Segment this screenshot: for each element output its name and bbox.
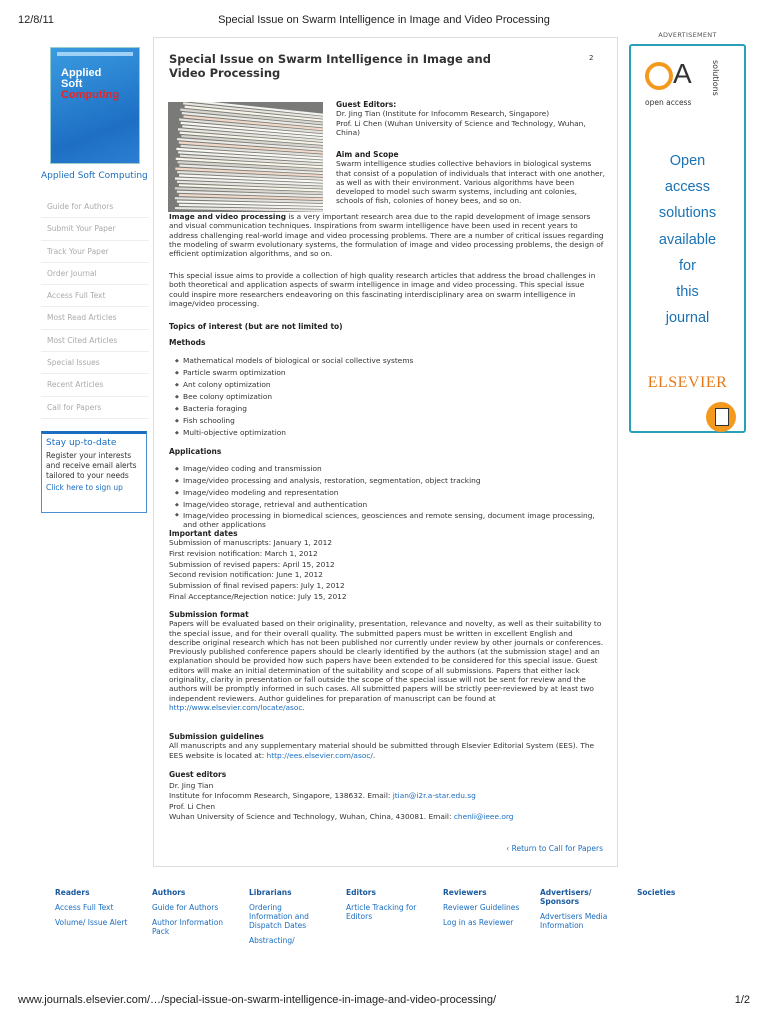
footer-col-readers: [55, 888, 145, 927]
ad-line: for: [679, 257, 696, 274]
ad-line: access: [664, 179, 711, 196]
sidebar-item-most-cited[interactable]: Most Cited Articles: [41, 330, 149, 352]
list-item: ◆ Image/video storage, retrieval and authentication: [176, 499, 604, 511]
sidebar-item-order-journal[interactable]: Order Journal: [41, 263, 149, 285]
topics-block: [169, 322, 604, 529]
date-item: Submission of revised papers: April 15, 2012: [169, 559, 335, 569]
footer-col-advertisers: [540, 888, 620, 930]
list-item: ◆ Image/video processing and analysis, restoration, segmentation, object tracking: [176, 475, 604, 487]
cover-strip: [57, 52, 133, 56]
editor2-line: [169, 812, 604, 823]
editor1-name: Dr. Jing Tian: [169, 780, 214, 790]
article-page-number: 2: [589, 54, 594, 62]
elsevier-logo: ELSEVIER: [647, 374, 728, 391]
print-date: 12/8/11: [18, 14, 54, 26]
ad-line: available: [658, 231, 717, 248]
footer-heading: Advertisers/ Sponsors: [540, 888, 592, 906]
footer-heading[interactable]: Societies: [637, 888, 676, 897]
paper-stack-image: [168, 102, 323, 212]
date-item: Second revision notification: June 1, 2012: [169, 570, 323, 580]
aim-scope-block: [336, 150, 606, 206]
list-item: ◆ Particle swarm optimization: [176, 367, 604, 379]
footer-col-editors: [346, 888, 436, 921]
footer-link[interactable]: Volume/ Issue Alert: [55, 918, 128, 927]
aims-paragraph: This special issue aims to provide a collection of high quality research articles that address the broad challenges in both theoretical and application aspects of swarm intelligence in image and video processing. This special issue could inspire more researchers endeavoring on this fascinating interdisciplinary area on swarm intelligence in image/video processing.: [169, 271, 596, 308]
list-item: ◆ Image/video coding and transmission: [176, 463, 604, 475]
list-item: ◆ Bee colony optimization: [176, 391, 604, 403]
guidelines-text: All manuscripts and any supplementary material should be submitted through Elsevier Editorial System (EES). The EES website is located at:: [169, 741, 595, 760]
sidebar-item-most-read[interactable]: Most Read Articles: [41, 307, 149, 329]
sidebar-nav: [41, 196, 149, 419]
print-title: Special Issue on Swarm Intelligence in Image and Video Processing: [218, 14, 550, 26]
footer-heading: Editors: [346, 888, 376, 897]
ad-line: Open: [669, 153, 706, 169]
list-item: ◆ Fish schooling: [176, 415, 604, 427]
list-item: ◆ Image/video modeling and representation: [176, 487, 604, 499]
aim-heading: Aim and Scope: [336, 150, 399, 159]
cover-title: [61, 68, 119, 101]
ad-message: [631, 148, 744, 331]
ivp-paragraph: [169, 212, 604, 258]
list-item: ◆ Image/video processing in biomedical sciences, geosciences and remote sensing, document image processing, and other applications: [176, 511, 604, 530]
oa-solutions-label: solutions: [711, 60, 720, 96]
footer-link[interactable]: Reviewer Guidelines: [443, 903, 520, 912]
footer-col-librarians: [249, 888, 339, 945]
sign-up-link[interactable]: Click here to sign up: [46, 483, 123, 492]
guest-editor-2: Prof. Li Chen (Wuhan University of Science and Technology, Wuhan, China): [336, 118, 586, 137]
editor2-name: Prof. Li Chen: [169, 801, 216, 811]
document-edit-icon: [706, 402, 736, 432]
footer-col-societies: [637, 888, 727, 897]
ivp-text: is a very important research area due to the rapid development of image sensors and visual communication techniques. Inspirations from swarm intelligence have been used in recent years to address challenging real-world image and video processing problems. There are a number of critical issues regarding the modeling of swarm evolutionary systems, the formulation of image and video processing problems, the design of efficient optimization algorithms, and so on.: [169, 212, 604, 259]
dates-heading: Important dates: [169, 529, 238, 538]
dates-block: [169, 529, 604, 603]
ad-label: ADVERTISEMENT: [658, 31, 717, 39]
footer-heading: Librarians: [249, 888, 292, 897]
date-item: Final Acceptance/Rejection notice: July 15, 2012: [169, 591, 347, 601]
footer-link[interactable]: Abstracting/: [249, 936, 295, 945]
applications-heading: Applications: [169, 446, 222, 456]
cover-line1: Applied: [61, 67, 102, 79]
footer-link[interactable]: Author Information Pack: [152, 918, 224, 936]
guest-editors-heading: Guest Editors:: [336, 100, 397, 109]
oa-open-access-label: open access: [645, 98, 692, 107]
sidebar-item-track-paper[interactable]: Track Your Paper: [41, 241, 149, 263]
footer-heading: Authors: [152, 888, 186, 897]
asoc-link[interactable]: http://www.elsevier.com/locate/asoc: [169, 702, 303, 712]
stay-text: Register your interests and receive email alerts tailored to your needs: [46, 451, 137, 480]
guidelines-text-wrap: All manuscripts and any supplementary material should be submitted through Elsevier Editorial System (EES). The EES website is located at: http://ees.elsevier.com/asoc/.: [169, 741, 595, 760]
applications-list: [169, 463, 604, 530]
article-title: Special Issue on Swarm Intelligence in Image and Video Processing: [169, 52, 491, 80]
list-item: ◆ Mathematical models of biological or social collective systems: [176, 355, 604, 367]
format-text-wrap: Papers will be evaluated based on their originality, presentation, relevance and novelty, as well as their suitability to the special issue, and for their overall quality. The submitted papers must be written in excellent English and describe original research which has not been published nor currently under review by other journals or conferences. Previously published conference papers should be clearly identified by the authors (at the submission stage) and an explanation should be provided how such papers have been extended to be considered for this special issue. Guest editors will make an initial determination of the suitability and scope of all submissions. Papers that either lack originality, clarity in presentation or fall outside the scope of the special issue will not be sent for review and the authors will be promptly informed in such cases. All submitted papers will be strictly peer-reviewed by at least two independent reviewers. Author guidelines for preparation of manuscript can be found at http://www.elsevier.com/locate/asoc.: [169, 619, 604, 712]
footer-link[interactable]: Advertisers Media Information: [540, 912, 608, 930]
footer-col-authors: [152, 888, 242, 936]
sidebar-item-call-for-papers[interactable]: Call for Papers: [41, 397, 149, 419]
guest-editor-1: Dr. Jing Tian (Institute for Infocomm Research, Singapore): [336, 109, 550, 119]
editor2-email-link[interactable]: chenli@ieee.org: [453, 812, 514, 822]
footer-col-reviewers: [443, 888, 533, 927]
date-item: First revision notification: March 1, 2012: [169, 549, 318, 558]
oa-logo: [645, 58, 692, 90]
editor1-aff: Institute for Infocomm Research, Singapore, 138632. Email:: [169, 791, 393, 801]
ivp-bold: Image and video processing: [169, 212, 287, 221]
sidebar-journal-title[interactable]: Applied Soft Computing: [41, 171, 148, 181]
sidebar-item-special-issues[interactable]: Special Issues: [41, 352, 149, 374]
footer-link[interactable]: Guide for Authors: [152, 903, 219, 912]
ad-line: solutions: [658, 205, 717, 222]
format-heading: Submission format: [169, 610, 249, 619]
aim-text: Swarm intelligence studies collective behaviors in biological systems that consist of a population of individuals that interact with one another, as well as with their environment. Various algorithms have been developed to model such swarm systems, including ant colonies, schools of fish, colonies of honey bees, and so on.: [336, 159, 605, 206]
guidelines-heading: Submission guidelines: [169, 732, 264, 741]
sidebar-item-guide-for-authors[interactable]: Guide for Authors: [41, 196, 149, 218]
print-page-number: 1/2: [734, 994, 750, 1006]
editor1-email-link[interactable]: jtian@i2r.a-star.edu.sg: [392, 791, 476, 801]
footer-link[interactable]: Ordering Information and Dispatch Dates: [249, 903, 309, 930]
journal-cover-image[interactable]: [50, 47, 140, 164]
format-block: [169, 610, 604, 712]
footer-link[interactable]: Access Full Text: [55, 903, 114, 912]
stay-heading: Stay up-to-date: [46, 438, 117, 448]
guidelines-block: [169, 732, 604, 760]
topics-heading: Topics of interest (but are not limited to): [169, 322, 343, 331]
guest-editors-contact: [169, 770, 604, 823]
list-item: ◆ Multi-objective optimization: [176, 427, 604, 439]
footer-heading: Readers: [55, 888, 90, 897]
dates-list: [169, 538, 604, 602]
sidebar-item-recent-articles[interactable]: Recent Articles: [41, 374, 149, 396]
list-item: ◆ Ant colony optimization: [176, 379, 604, 391]
paper-stack-illustration: [168, 102, 323, 212]
print-url: www.journals.elsevier.com/…/special-issue-on-swarm-intelligence-in-image-and-video-processing/: [18, 994, 497, 1006]
oa-logo-letter: A: [673, 58, 692, 89]
stay-up-to-date-box: [41, 431, 147, 513]
footer-heading: Reviewers: [443, 888, 487, 897]
editor1-line: [169, 791, 604, 802]
return-to-call-for-papers-link[interactable]: ‹ Return to Call for Papers: [506, 844, 603, 853]
cover-line2: Soft: [61, 78, 83, 90]
methods-heading: Methods: [169, 338, 206, 348]
methods-list: [169, 355, 604, 439]
cover-line3: Computing: [61, 89, 120, 101]
guest-editors-block: [336, 100, 606, 137]
sidebar-item-submit-paper[interactable]: Submit Your Paper: [41, 218, 149, 240]
open-access-ad[interactable]: [629, 44, 746, 433]
footer-link[interactable]: Article Tracking for Editors: [346, 903, 417, 921]
article-box: [153, 37, 618, 867]
ees-link[interactable]: http://ees.elsevier.com/asoc/: [266, 750, 373, 760]
ad-line: this: [676, 284, 699, 301]
ad-line: journal: [665, 310, 710, 327]
date-item: Submission of final revised papers: July 1, 2012: [169, 581, 345, 591]
date-item: Submission of manuscripts: January 1, 2012: [169, 538, 333, 548]
editor2-aff: Wuhan University of Science and Technology, Wuhan, China, 430081. Email:: [169, 812, 454, 822]
editors-heading: Guest editors: [169, 770, 227, 779]
oa-logo-circle-icon: [645, 62, 673, 90]
sidebar-item-access-full-text[interactable]: Access Full Text: [41, 285, 149, 307]
footer-link[interactable]: Log in as Reviewer: [443, 918, 514, 927]
list-item: ◆ Bacteria foraging: [176, 403, 604, 415]
format-text: Papers will be evaluated based on their originality, presentation, relevance and novelty, as well as their suitability to the special issue, and for their overall quality. The submitted papers must be written in excellent English and describe original research which has not been published nor currently under review by other journals or conferences. Previously published conference papers should be clearly identified by the authors (at the submission stage) and an explanation should be provided how such papers have been extended to be considered for this special issue. Guest editors will make an initial determination of the suitability and scope of all submissions. Papers that either lack originality, clarity in presentation or fall outside the scope of the special issue will not be sent for review and the authors will be promptly informed in such cases. All submitted papers will be strictly peer-reviewed by at least two independent reviewers. Author guidelines for preparation of manuscript can be found at: [169, 619, 604, 703]
